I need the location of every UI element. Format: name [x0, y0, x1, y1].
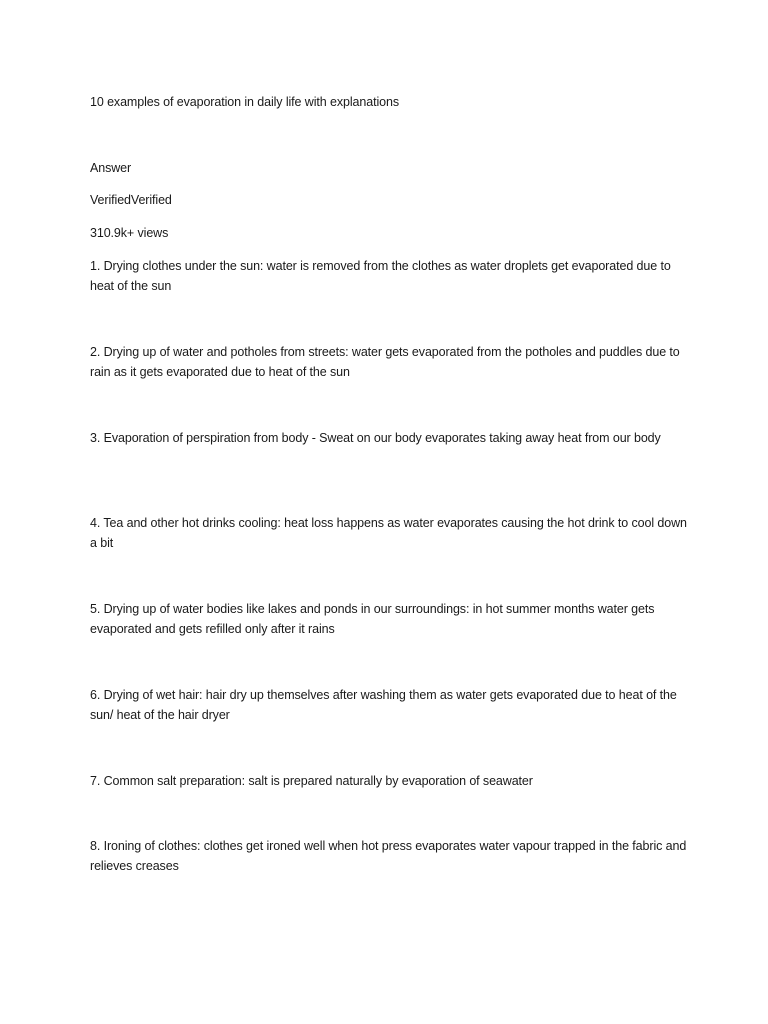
verified-label: VerifiedVerified [90, 193, 172, 207]
example-item-2: 2. Drying up of water and potholes from streets: water gets evaporated from the potholes and puddles due to rain as it gets evaporated due to heat of the sun [90, 345, 680, 379]
example-item-7: 7. Common salt preparation: salt is prepared naturally by evaporation of seawater [90, 774, 533, 788]
example-item-6: 6. Drying of wet hair: hair dry up themselves after washing them as water gets evaporated due to heat of the sun/ heat of the hair dryer [90, 688, 677, 722]
example-item-8: 8. Ironing of clothes: clothes get ironed well when hot press evaporates water vapour trapped in the fabric and relieves creases [90, 839, 687, 873]
views-count: 310.9k+ views [90, 226, 169, 240]
example-item-5: 5. Drying up of water bodies like lakes and ponds in our surroundings: in hot summer months water gets evaporated and gets refilled only after it rains [90, 602, 655, 636]
document-title: 10 examples of evaporation in daily life with explanations [90, 95, 399, 109]
example-item-4: 4. Tea and other hot drinks cooling: heat loss happens as water evaporates causing the hot drink to cool down a bit [90, 516, 687, 550]
example-item-3: 3. Evaporation of perspiration from body - Sweat on our body evaporates taking away heat from our body [90, 431, 661, 445]
example-item-1: 1. Drying clothes under the sun: water is removed from the clothes as water droplets get evaporated due to heat of the sun [90, 259, 671, 293]
answer-label: Answer [90, 161, 132, 175]
